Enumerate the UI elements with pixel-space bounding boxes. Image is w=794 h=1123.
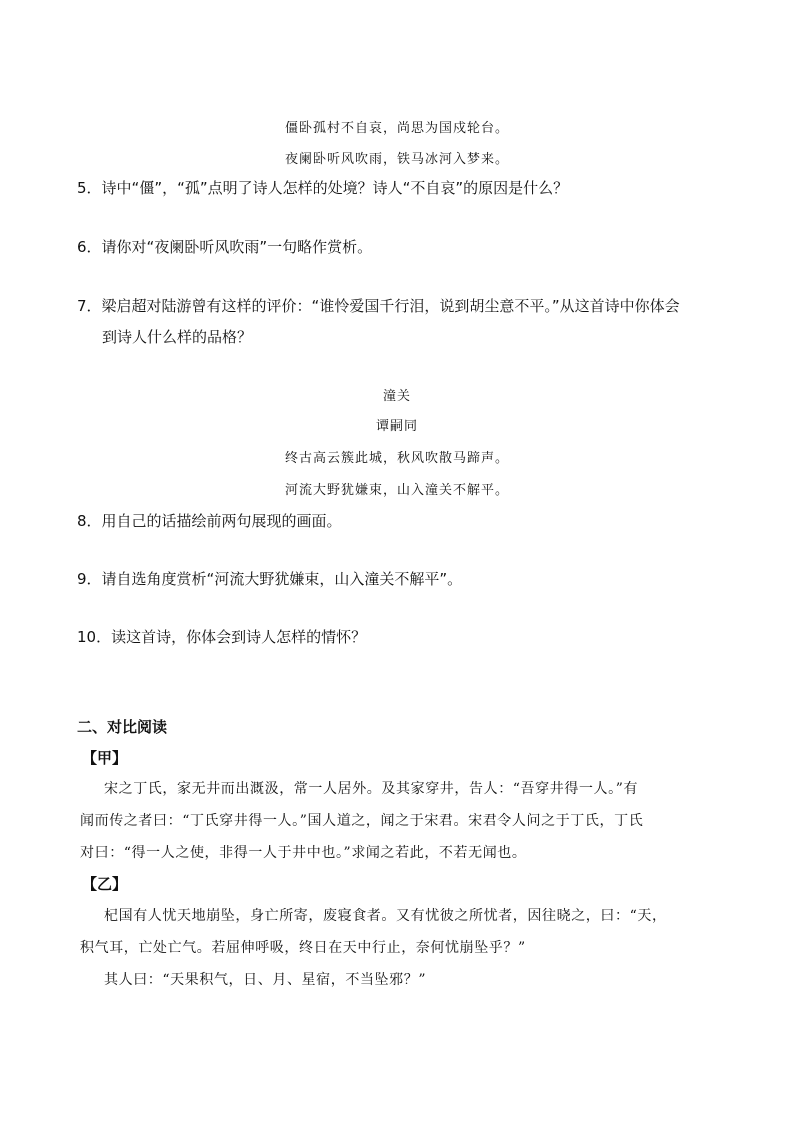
passage-jia-label: 【甲】 (82, 749, 128, 767)
passage-yi-line-1: 杞国有人忧天地崩坠，身亡所寄，废寝食者。又有忧彼之所忧者，因往晓之，曰：“天， (104, 908, 667, 924)
passage-jia-line-3: 对曰：“得一人之使，非得一人于井中也。”求闻之若此，不若无闻也。 (80, 845, 527, 861)
poem2-line-2: 河流大野犹嫌束，山入潼关不解平。 (284, 483, 509, 498)
passage-yi-line-2: 积气耳，亡处亡气。若屈伸呼吸，终日在天中行止，奈何忧崩坠乎？” (80, 940, 526, 956)
question-7: 7．梁启超对陆游曾有这样的评价：“谁怜爱国千行泪，说到胡尘意不平。”从这首诗中你体会 (77, 297, 680, 315)
poem1-line-2: 夜阑卧听风吹雨，铁马冰河入梦来。 (284, 152, 509, 167)
question-7-continuation: 到诗人什么样的品格？ (102, 328, 253, 346)
poem1-line-1: 僵卧孤村不自哀，尚思为国戍轮台。 (284, 121, 509, 136)
poem2-line-1: 终古高云簇此城，秋风吹散马蹄声。 (284, 451, 509, 466)
passage-yi-label: 【乙】 (82, 875, 128, 893)
passage-jia-line-2: 闻而传之者曰：“丁氏穿井得一人。”国人道之，闻之于宋君。宋君令人问之于丁氏，丁氏 (80, 813, 644, 829)
question-5: 5．诗中“僵”，“孤”点明了诗人怎样的处境？诗人“不自哀”的原因是什么？ (77, 179, 569, 197)
poem2-author: 谭嗣同 (375, 419, 418, 434)
question-9: 9．请自选角度赏析“河流大野犹嫌束，山入潼关不解平”。 (77, 570, 463, 588)
passage-yi-line-3: 其人曰：“天果积气，日、月、星宿，不当坠邪？” (104, 972, 427, 988)
question-6: 6．请你对“夜阑卧听风吹雨”一句略作赏析。 (77, 238, 373, 256)
poem2-title: 潼关 (382, 389, 411, 404)
question-10: 10．读这首诗，你体会到诗人怎样的情怀？ (77, 628, 367, 646)
question-8: 8．用自己的话描绘前两句展现的画面。 (77, 512, 342, 530)
section-2-title: 二、对比阅读 (77, 718, 168, 736)
passage-jia-line-1: 宋之丁氏，家无井而出溉汲，常一人居外。及其家穿井，告人：“吾穿井得一人。”有 (104, 781, 639, 797)
